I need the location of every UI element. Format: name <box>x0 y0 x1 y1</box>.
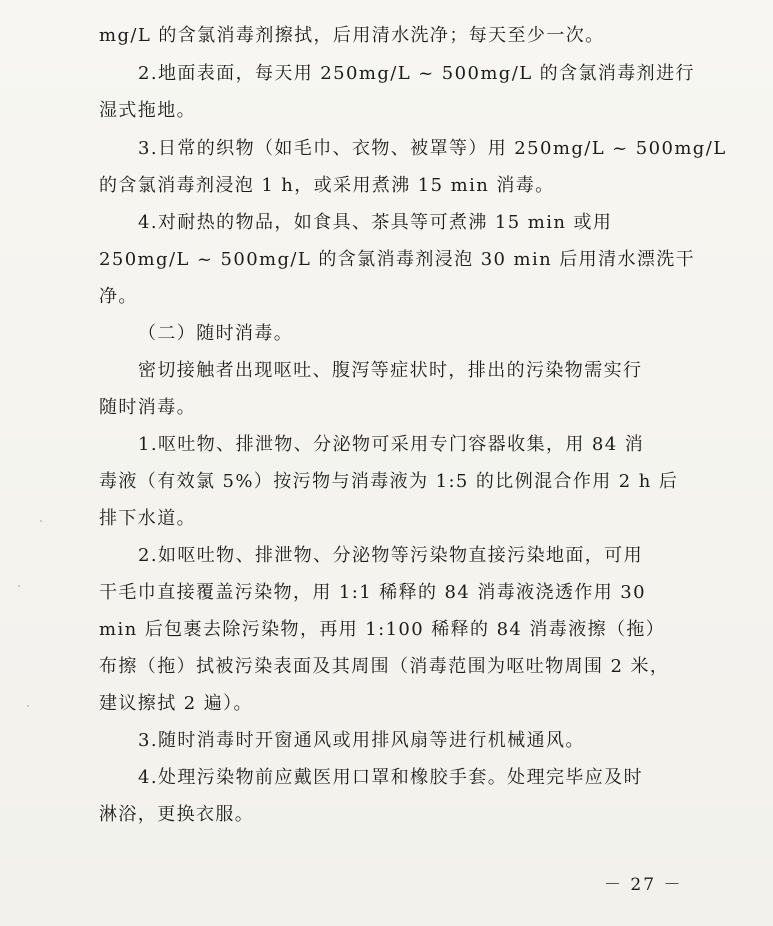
section-heading: （二）随时消毒。 <box>138 323 294 344</box>
page-number: － 27 － <box>604 875 683 895</box>
text-line: 的含氯消毒剂浸泡 1 h，或采用煮沸 15 min 消毒。 <box>99 175 555 196</box>
text-line: min 后包裹去除污染物，再用 1:100 稀释的 84 消毒液擦（拖） <box>99 619 666 640</box>
scan-speck <box>18 585 20 587</box>
text-line: 随时消毒。 <box>99 397 196 418</box>
text-line: 淋浴，更换衣服。 <box>99 804 255 825</box>
text-line: mg/L 的含氯消毒剂擦拭，后用清水洗净；每天至少一次。 <box>99 25 605 46</box>
text-line: 3.日常的织物（如毛巾、衣物、被罩等）用 250mg/L ~ 500mg/L <box>138 138 727 159</box>
text-line: 干毛巾直接覆盖污染物，用 1:1 稀释的 84 消毒液浇透作用 30 <box>99 582 646 603</box>
text-line: 密切接触者出现呕吐、腹泻等症状时，排出的污染物需实行 <box>138 360 643 381</box>
text-line: 1.呕吐物、排泄物、分泌物可采用专门容器收集，用 84 消 <box>138 434 645 455</box>
text-line: 3.随时消毒时开窗通风或用排风扇等进行机械通风。 <box>138 730 585 751</box>
text-line: 2.地面表面，每天用 250mg/L ~ 500mg/L 的含氯消毒剂进行 <box>138 63 695 84</box>
text-line: 净。 <box>99 286 138 307</box>
text-line: 湿式拖地。 <box>99 100 196 121</box>
scan-speck <box>27 705 29 707</box>
text-line: 4.处理污染物前应戴医用口罩和橡胶手套。处理完毕应及时 <box>138 767 643 788</box>
text-line: 布擦（拖）拭被污染表面及其周围（消毒范围为呕吐物周围 2 米， <box>99 656 670 677</box>
text-line: 4.对耐热的物品，如食具、茶具等可煮沸 15 min 或用 <box>138 212 613 233</box>
text-line: 250mg/L ~ 500mg/L 的含氯消毒剂浸泡 30 min 后用清水漂洗干 <box>99 249 696 270</box>
text-line: 毒液（有效氯 5%）按污物与消毒液为 1:5 的比例混合作用 2 h 后 <box>99 471 679 492</box>
text-line: 建议擦拭 2 遍）。 <box>99 693 253 714</box>
text-line: 2.如呕吐物、排泄物、分泌物等污染物直接污染地面，可用 <box>138 545 643 566</box>
scan-speck <box>40 520 42 522</box>
text-line: 排下水道。 <box>99 508 196 529</box>
